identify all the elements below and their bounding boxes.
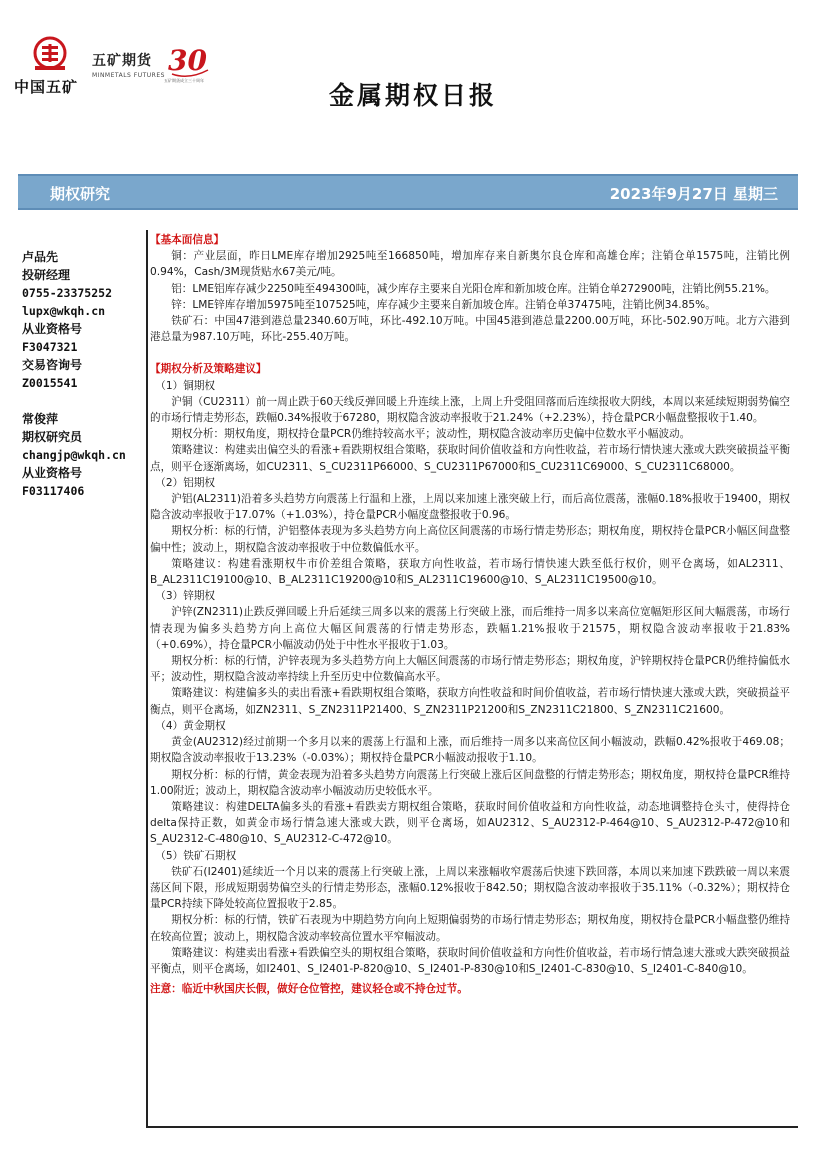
analyst1-qual-no: F3047321 [22, 340, 78, 354]
analyst1-email: lupx@wkqh.cn [22, 304, 106, 318]
analyst1-qual-label: 从业资格号 [22, 322, 83, 336]
aluminum-strategy: 策略建议：构建看涨期权牛市价差组合策略，获取方向性收益，若市场行情快速大跌至低行权价，则平仓离场，如AL2311、B_AL2311C19100@10、B_AL2311C19200@10和S_AL2311C19600@10、S_AL2311C19500@10。 [150, 557, 790, 587]
zinc-market: 沪锌(ZN2311)止跌反弹回暖上升后延续三周多以来的震荡上行突破上涨，而后维持一周多以来高位宽幅矩形区间大幅震荡，市场行情表现为偏多头趋势方向上高位大幅区间震荡的行情走势形态，跌幅1.21%报收于21575，期权隐含波动率报收于21.83%（+0.69%），持仓量PCR小幅波动仍处于中性水平报收于1.03。 [150, 606, 790, 651]
fundamental-copper: 铜：产业层面，昨日LME库存增加2925吨至166850吨，增加库存来自新奥尔良仓库和高雄仓库；注销仓单1575吨，注销比例0.94%，Cash/3M现货贴水67美元/吨。 [150, 250, 790, 279]
zinc-analysis: 期权分析：标的行情，沪锌表现为多头趋势方向上大幅区间震荡的市场行情走势形态；期权角度，沪锌期权持仓量PCR仍维持偏低水平；波动性，期权隐含波动率持续上升至历史中位数偏高水平。 [150, 655, 790, 684]
analysis-heading: 【期权分析及策略建议】 [150, 363, 267, 376]
copper-market: 沪铜（CU2311）前一周止跌于60天线反弹回暖上升连续上涨，上周上升受阻回落而后连续报收大阴线，本周以来延续短期弱势偏空的市场行情走势形态，跌幅0.34%报收于67280，期权隐含波动率报收于21.24%（+2.23%），持仓量PCR小幅盘整报收于1.40。 [150, 395, 790, 425]
fundamental-zinc: 锌：LME锌库存增加5975吨至107525吨，库存减少主要来自新加坡仓库。注销仓单37475吨，注销比例34.85%。 [171, 298, 716, 311]
copper-section-title: （1）铜期权 [155, 379, 216, 392]
iron-ore-strategy: 策略建议：构建卖出看涨+看跌偏空头的期权组合策略，获取时间价值收益和方向性价值收益，若市场行情急速大涨或大跌突破损益平衡点，则平仓离场，如I2401、S_I2401-P-820@10、S_I2401-P-830@10和S_I2401-C-830@10、S_I2401-C-840@10。 [150, 946, 790, 975]
iron-ore-section-title: （5）铁矿石期权 [155, 849, 237, 862]
copper-strategy: 策略建议：构建卖出偏空头的看涨+看跌期权组合策略，获取时间价值收益和方向性收益，若市场行情快速大涨或大跌突破损益平衡点，则平仓逐渐离场，如CU2311、S_CU2311P66000、S_CU2311P67000和S_CU2311C69000、S_CU2311C68000。 [150, 444, 790, 473]
iron-ore-analysis: 期权分析：标的行情，铁矿石表现为中期趋势方向向上短期偏弱势的市场行情走势形态；期权角度，期权持仓量PCR小幅盘整仍维持在较高位置；波动上，期权隐含波动率较高位置水平窄幅波动。 [150, 914, 790, 943]
futures-name: 五矿期货 [92, 53, 152, 69]
minmetals-emblem-icon [31, 36, 69, 74]
analyst1-name: 卢品先 [22, 250, 59, 264]
fundamental-iron-ore: 铁矿石：中国47港到港总量2340.60万吨，环比-492.10万吨。中国45港到港总量2200.00万吨，环比-502.90万吨。北方六港到港总量为987.10万吨，环比-255.40万吨。 [150, 315, 790, 344]
analyst1-consult-no: Z0015541 [22, 376, 78, 390]
analyst2-title: 期权研究员 [22, 430, 83, 444]
analyst2-qual-no: F03117406 [22, 484, 85, 498]
header-banner [18, 174, 798, 210]
banner-category: 期权研究 [50, 185, 111, 203]
futures-logo [92, 50, 165, 79]
gold-analysis: 期权分析：标的行情，黄金表现为沿着多头趋势方向震荡上行突破上涨后区间盘整的行情走势形态；期权角度，期权持仓量PCR维持1.00附近；波动上，期权隐含波动率小幅波动历史较低水平。 [150, 768, 790, 797]
copper-analysis: 期权分析：期权角度，期权持仓量PCR仍维持较高水平；波动性，期权隐含波动率历史偏中位数水平小幅波动。 [171, 428, 691, 441]
document-title: 金属期权日报 [328, 81, 497, 110]
aluminum-analysis: 期权分析：标的行情，沪铝整体表现为多头趋势方向上高位区间震荡的市场行情走势形态；期权角度，期权持仓量PCR小幅区间盘整偏中性；波动上，期权隐含波动率报收于中位数偏低水平。 [150, 525, 790, 554]
gold-strategy: 策略建议：构建DELTA偏多头的看涨+看跌卖方期权组合策略，获取时间价值收益和方向性收益，动态地调整持仓头寸，使得持仓delta保持正数，如黄金市场行情急速大涨或大跌，则平仓离场，如AU2312、S_AU2312-P-464@10、S_AU2312-P-472@10和S_AU2312-C-480@10、S_AU2312-C-472@10。 [150, 800, 790, 846]
anniversary-number: 30 [168, 44, 207, 77]
anniversary-caption: 五矿期货成立三十周年 [164, 78, 204, 83]
analyst1-title: 投研经理 [22, 268, 71, 282]
analyst2-qual-label: 从业资格号 [22, 466, 83, 480]
analyst2-email: changjp@wkqh.cn [22, 448, 126, 462]
aluminum-section-title: （2）铝期权 [155, 476, 216, 489]
gold-section-title: （4）黄金期权 [155, 719, 226, 732]
holiday-notice: 注意：临近中秋国庆长假，做好仓位管控，建议轻仓或不持仓过节。 [150, 983, 468, 996]
analyst-sidebar [22, 248, 146, 500]
banner-date: 2023年9月27日 星期三 [609, 185, 778, 203]
analyst1-phone: 0755-23375252 [22, 286, 113, 300]
report-content [150, 232, 790, 997]
fundamental-aluminum: 铝：LME铝库存减少2250吨至494300吨，减少库存主要来自光阳仓库和新加坡仓库。注销仓单272900吨，注销比例55.21%。 [171, 282, 776, 295]
analyst2-name: 常俊萍 [22, 412, 59, 426]
gold-market: 黄金(AU2312)经过前期一个多月以来的震荡上行温和上涨，而后维持一周多以来高位区间小幅波动，跌幅0.42%报收于469.08；期权隐含波动率报收于13.23%（-0.03%）；期权持仓量PCR小幅波动报收于1.10。 [150, 736, 790, 765]
aluminum-market: 沪铝(AL2311)沿着多头趋势方向震荡上行温和上涨，上周以来加速上涨突破上行，而后高位震荡，涨幅0.18%报收于19400，期权隐含波动率报收于17.07%（+1.03%），持仓量PCR小幅度盘整报收于0.96。 [150, 493, 790, 522]
anniversary-30-icon [164, 40, 214, 78]
futures-en-name: MINMETALS FUTURES [92, 72, 165, 79]
company-name: 中国五矿 [14, 78, 79, 96]
iron-ore-market: 铁矿石(I2401)延续近一个月以来的震荡上行突破上涨，上周以来涨幅收窄震荡后快速下跌回落，本周以来加速下跌跌破一周以来震荡区间下限，形成短期弱势偏空头的行情走势形态，涨幅0.12%报收于842.50；期权隐含波动率报收于35.11%（-0.32%）；期权持仓量PCR持续下降处较高位置报收于2.85。 [150, 865, 790, 911]
fundamentals-heading: 【基本面信息】 [150, 234, 225, 246]
analyst1-consult-label: 交易咨询号 [22, 358, 83, 372]
zinc-strategy: 策略建议：构建偏多头的卖出看涨+看跌期权组合策略，获取方向性收益和时间价值收益，若市场行情快速大涨或大跌，突破损益平衡点，则平仓离场，如ZN2311、S_ZN2311P21400、S_ZN2311P21200和S_ZN2311C21800、S_ZN2311C21600。 [150, 687, 790, 716]
zinc-section-title: （3）锌期权 [155, 590, 216, 603]
